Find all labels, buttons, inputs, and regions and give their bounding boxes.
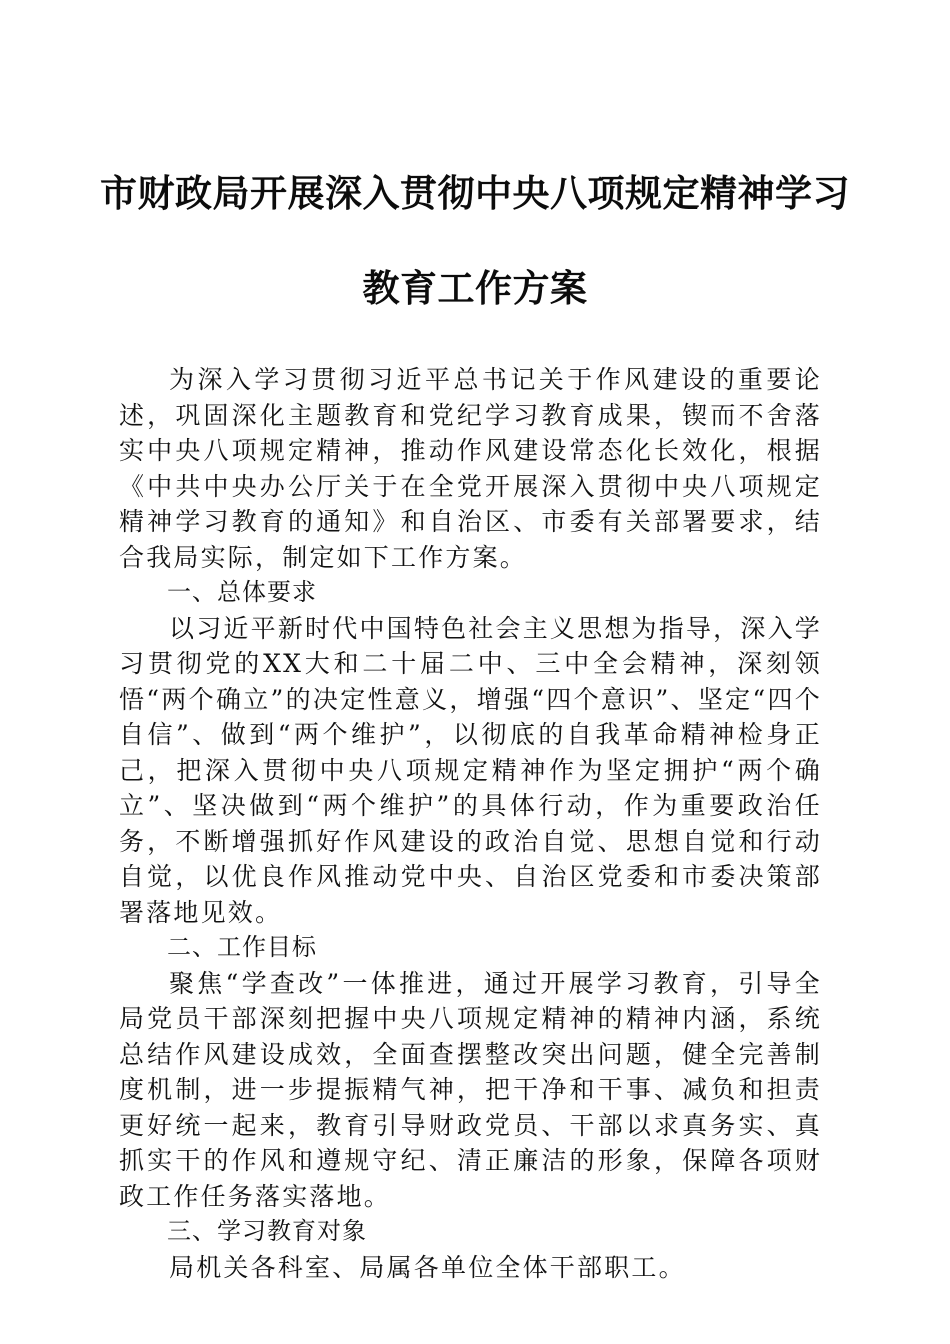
document-title-line-2: 教育工作方案 [362, 266, 588, 310]
section-heading-work-goals: 二、工作目标 [167, 933, 317, 961]
intro-paragraph: 为深入学习贯彻习近平总书记关于作风建设的重要论述，巩固深化主题教育和党纪学习教育成果，锲而不舍落实中央八项规定精神，推动作风建设常态化长效化，根据《中共中央办公厅关于在全党开展深入贯彻中央八项规定精神学习教育的通知》和自治区、市委有关部署要求，结合我局实际，制定如下工作方案。 [119, 365, 822, 572]
document-body [119, 362, 822, 1285]
section-text-target-audience: 局机关各科室、局属各单位全体干部职工。 [169, 1252, 686, 1282]
section-text-general-requirements: 以习近平新时代中国特色社会主义思想为指导，深入学习贯彻党的XX大和二十届二中、三中全会精神，深刻领悟“两个确立”的决定性意义，增强“四个意识”、坚定“四个自信”、做到“两个维护”，以彻底的自我革命精神检身正己，把深入贯彻中央八项规定精神作为坚定拥护“两个确立”、坚决做到“两个维护”的具体行动，作为重要政治任务，不断增强抓好作风建设的政治自觉、思想自觉和行动自觉，以优良作风推动党中央、自治区党委和市委决策部署落地见效。 [119, 613, 822, 927]
section-heading-general-requirements: 一、总体要求 [167, 578, 317, 606]
section-heading-target-audience: 三、学习教育对象 [167, 1217, 367, 1245]
section-text-work-goals: 聚焦“学查改”一体推进，通过开展学习教育，引导全局党员干部深刻把握中央八项规定精神的精神内涵，系统总结作风建设成效，全面查摆整改突出问题，健全完善制度机制，进一步提振精气神，把干净和干事、减负和担责更好统一起来，教育引导财政党员、干部以求真务实、真抓实干的作风和遵规守纪、清正廉洁的形象，保障各项财政工作任务落实落地。 [119, 968, 822, 1211]
document-title-line-1: 市财政局开展深入贯彻中央八项规定精神学习 [100, 171, 850, 215]
